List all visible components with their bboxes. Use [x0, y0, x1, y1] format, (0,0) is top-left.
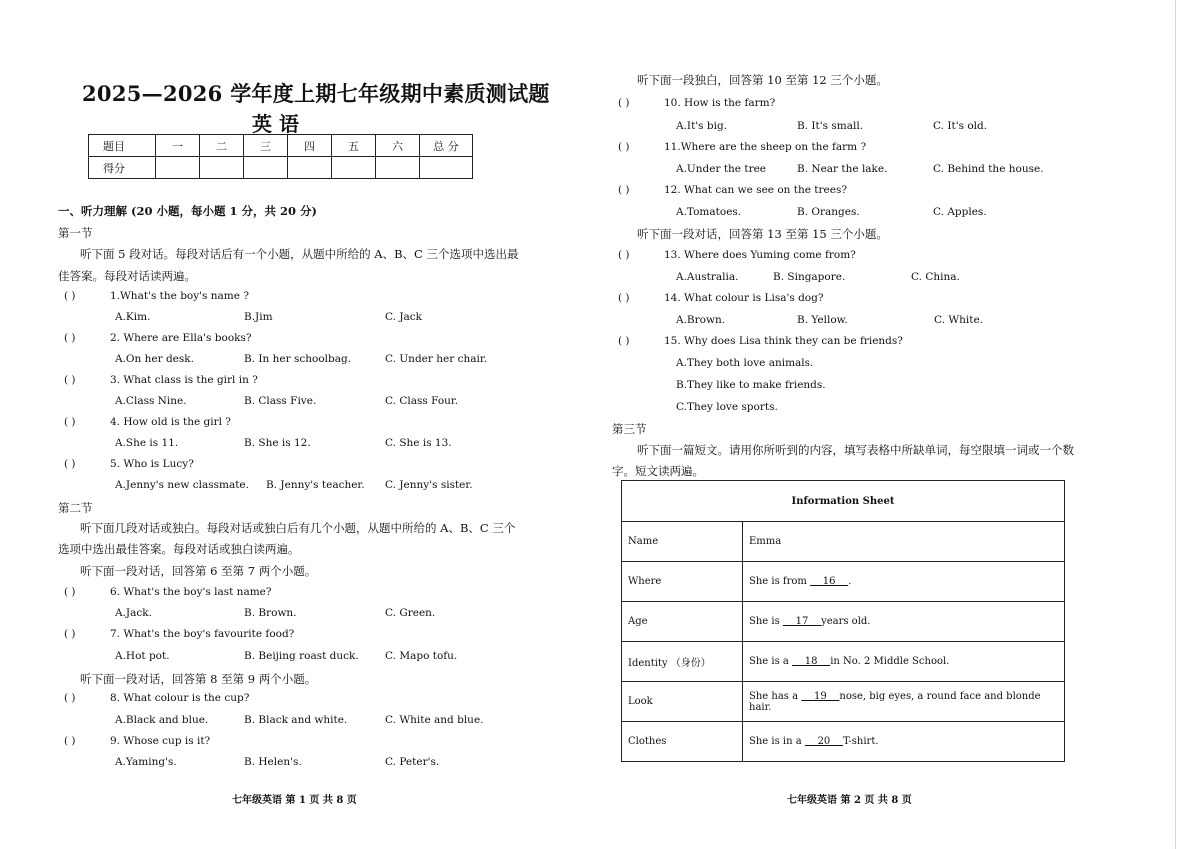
score-input-cell[interactable] — [376, 157, 420, 179]
info-value: Emma — [743, 522, 1065, 562]
option-c: C. Mapo tofu. — [385, 650, 458, 662]
option-a: A.Black and blue. — [115, 714, 209, 726]
blank-19[interactable]: 19 — [801, 690, 840, 702]
option-a: A.Kim. — [115, 311, 151, 323]
option-b: B.Jim — [244, 311, 273, 323]
question-stem: ( ) 7. What's the boy's favourite food? — [64, 628, 295, 640]
info-value: She is from 16 . — [743, 562, 1065, 602]
part-heading: 第二节 — [58, 501, 93, 515]
score-cell: 三 — [244, 135, 288, 157]
question-stem: ( ) 15. Why does Lisa think they can be friends? — [618, 335, 903, 347]
score-cell: 得分 — [89, 157, 156, 179]
option-a: A.Brown. — [676, 314, 726, 326]
answer-paren[interactable]: ( ) — [618, 249, 630, 261]
info-value: She is a 18 in No. 2 Middle School. — [743, 642, 1065, 682]
option-c: C. China. — [911, 271, 960, 283]
score-row-header — [89, 135, 473, 157]
answer-paren[interactable]: ( ) — [64, 692, 76, 704]
score-cell: 题目 — [89, 135, 156, 157]
instruction: 听下面一段对话，回答第 8 至第 9 两个小题。 — [80, 672, 317, 686]
part-heading: 第一节 — [58, 226, 93, 240]
option-c: C. It's old. — [933, 120, 988, 132]
instruction: 听下面几段对话或独白。每段对话或独白后有几个小题，从题中所给的 A、B、C 三个 — [80, 521, 516, 535]
option-a: A.Class Nine. — [115, 395, 187, 407]
score-row-values — [89, 157, 473, 179]
score-input-cell[interactable] — [244, 157, 288, 179]
section-heading: 一、听力理解 (20 小题，每小题 1 分，共 20 分) — [58, 204, 317, 218]
blank-20[interactable]: 20 — [804, 736, 844, 747]
option-c: C. Under her chair. — [385, 353, 488, 365]
page-footer: 七年级英语 第 2 页 共 8 页 — [787, 795, 912, 806]
info-value: She has a 19 nose, big eyes, a round face and blonde hair. — [743, 682, 1065, 722]
option-b: B. Helen's. — [244, 756, 302, 768]
info-row — [622, 642, 1065, 682]
option-c: C. She is 13. — [385, 437, 452, 449]
score-cell: 四 — [288, 135, 332, 157]
instruction: 听下面一段独白，回答第 10 至第 12 三个小题。 — [637, 73, 888, 87]
score-cell: 一 — [156, 135, 200, 157]
option-b: B. Beijing roast duck. — [244, 650, 359, 662]
info-value: She is 17 years old. — [743, 602, 1065, 642]
score-table — [88, 134, 473, 179]
instruction: 听下面 5 段对话。每段对话后有一个小题，从题中所给的 A、B、C 三个选项中选出最 — [80, 247, 519, 261]
score-input-cell[interactable] — [420, 157, 473, 179]
answer-paren[interactable]: ( ) — [618, 292, 630, 304]
answer-paren[interactable]: ( ) — [64, 628, 76, 640]
instruction: 字。短文读两遍。 — [612, 464, 704, 478]
question-stem: ( ) 6. What's the boy's last name? — [64, 586, 272, 598]
instruction: 佳答案。每段对话读两遍。 — [58, 269, 196, 283]
score-cell: 二 — [200, 135, 244, 157]
score-cell: 五 — [332, 135, 376, 157]
page-footer: 七年级英语 第 1 页 共 8 页 — [232, 795, 357, 806]
option-c: C. Peter's. — [385, 756, 440, 768]
option-b: B. It's small. — [797, 120, 864, 132]
question-stem: ( ) 1.What's the boy's name ? — [64, 290, 249, 302]
question-stem: ( ) 11.Where are the sheep on the farm ? — [618, 141, 867, 153]
option-c: C. Green. — [385, 607, 436, 619]
option-b: B. She is 12. — [244, 437, 311, 449]
instruction: 听下面一篇短文。请用你所听到的内容，填写表格中所缺单词，每空限填一词或一个数 — [637, 443, 1074, 457]
answer-paren[interactable]: ( ) — [64, 458, 76, 470]
instruction: 听下面一段对话，回答第 6 至第 7 两个小题。 — [80, 564, 317, 578]
answer-paren[interactable]: ( ) — [64, 416, 76, 428]
info-caption-row — [622, 481, 1065, 522]
option-c: C. White and blue. — [385, 714, 484, 726]
info-key: Age — [622, 602, 743, 642]
information-sheet-table — [621, 480, 1065, 762]
option-a: A.They both love animals. — [676, 357, 814, 369]
answer-paren[interactable]: ( ) — [618, 184, 630, 196]
option-b: B. Near the lake. — [797, 163, 888, 175]
info-key: Clothes — [622, 722, 743, 762]
option-a: A.Under the tree — [676, 163, 767, 175]
option-c: C.They love sports. — [676, 401, 778, 413]
question-stem: ( ) 8. What colour is the cup? — [64, 692, 250, 704]
option-b: B.They like to make friends. — [676, 379, 826, 391]
option-b: B. Jenny's teacher. — [266, 479, 365, 491]
info-row — [622, 522, 1065, 562]
option-c: C. Jenny's sister. — [385, 479, 473, 491]
question-stem: ( ) 14. What colour is Lisa's dog? — [618, 292, 824, 304]
answer-paren[interactable]: ( ) — [64, 332, 76, 344]
option-c: C. Jack — [385, 311, 423, 323]
info-value: She is in a 20 T-shirt. — [743, 722, 1065, 762]
info-key: Identity （身份） — [622, 642, 743, 682]
answer-paren[interactable]: ( ) — [64, 374, 76, 386]
info-key: Name — [622, 522, 743, 562]
blank-17[interactable]: 17 — [782, 616, 822, 627]
question-stem: ( ) 13. Where does Yuming come from? — [618, 249, 856, 261]
option-a: A.Australia. — [676, 271, 739, 283]
option-b: B. Singapore. — [773, 271, 846, 283]
answer-paren[interactable]: ( ) — [618, 335, 630, 347]
page-edge-divider — [1175, 0, 1176, 849]
option-a: A.Jenny's new classmate. — [115, 479, 249, 491]
info-caption: Information Sheet — [622, 481, 1065, 522]
info-key: Look — [622, 682, 743, 722]
score-cell: 总 分 — [420, 135, 473, 157]
option-b: B. In her schoolbag. — [244, 353, 352, 365]
option-b: B. Oranges. — [797, 206, 860, 218]
option-a: A.On her desk. — [115, 353, 194, 365]
question-stem: ( ) 5. Who is Lucy? — [64, 458, 194, 470]
question-stem: ( ) 12. What can we see on the trees? — [618, 184, 847, 196]
option-a: A.She is 11. — [115, 437, 179, 449]
part-heading: 第三节 — [612, 422, 647, 436]
question-stem: ( ) 9. Whose cup is it? — [64, 735, 211, 747]
option-b: B. Black and white. — [244, 714, 348, 726]
option-c: C. Apples. — [933, 206, 987, 218]
answer-paren[interactable]: ( ) — [618, 97, 630, 109]
answer-paren[interactable]: ( ) — [618, 141, 630, 153]
answer-paren[interactable]: ( ) — [64, 735, 76, 747]
instruction: 选项中选出最佳答案。每段对话或独白读两遍。 — [58, 542, 300, 556]
option-a: A.Yaming's. — [115, 756, 177, 768]
score-input-cell[interactable] — [200, 157, 244, 179]
info-row — [622, 602, 1065, 642]
option-a: A.Jack. — [115, 607, 152, 619]
option-c: C. Class Four. — [385, 395, 459, 407]
score-input-cell[interactable] — [332, 157, 376, 179]
answer-paren[interactable]: ( ) — [64, 290, 76, 302]
info-key: Where — [622, 562, 743, 602]
question-stem: ( ) 10. How is the farm? — [618, 97, 776, 109]
option-a: A.It's big. — [676, 120, 728, 132]
option-b: B. Yellow. — [797, 314, 848, 326]
blank-18[interactable]: 18 — [792, 656, 831, 667]
info-row — [622, 722, 1065, 762]
question-stem: ( ) 4. How old is the girl ? — [64, 416, 231, 428]
option-b: B. Brown. — [244, 607, 297, 619]
question-stem: ( ) 2. Where are Ella's books? — [64, 332, 252, 344]
score-input-cell[interactable] — [288, 157, 332, 179]
answer-paren[interactable]: ( ) — [64, 586, 76, 598]
info-row — [622, 562, 1065, 602]
option-c: C. Behind the house. — [933, 163, 1044, 175]
info-row — [622, 682, 1065, 722]
option-c: C. White. — [934, 314, 984, 326]
blank-16[interactable]: 16 — [810, 576, 849, 587]
exam-title: 2025—2026 学年度上期七年级期中素质测试题 — [82, 81, 550, 106]
score-input-cell[interactable] — [156, 157, 200, 179]
subject-title: 英 语 — [252, 112, 299, 136]
option-a: A.Tomatoes. — [676, 206, 742, 218]
option-a: A.Hot pot. — [115, 650, 170, 662]
question-stem: ( ) 3. What class is the girl in ? — [64, 374, 258, 386]
score-cell: 六 — [376, 135, 420, 157]
instruction: 听下面一段对话，回答第 13 至第 15 三个小题。 — [637, 227, 888, 241]
option-b: B. Class Five. — [244, 395, 317, 407]
